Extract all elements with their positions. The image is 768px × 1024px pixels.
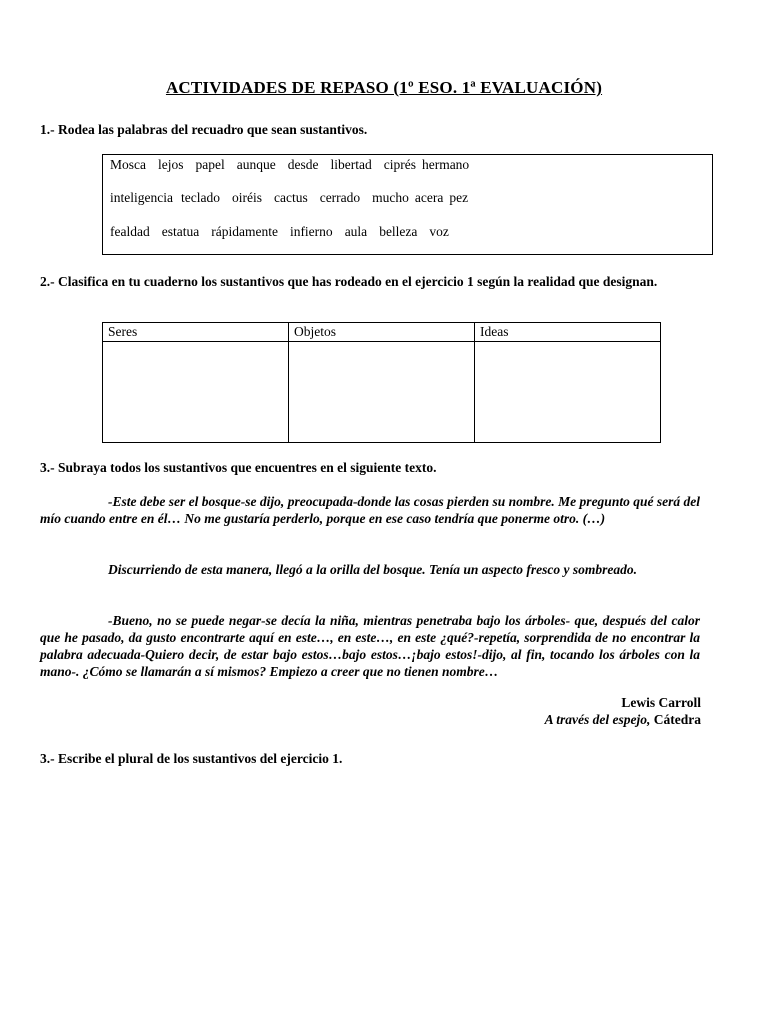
publisher: Cátedra bbox=[650, 712, 701, 727]
word: infierno bbox=[289, 224, 333, 239]
word: lejos bbox=[158, 157, 184, 172]
word: teclado bbox=[180, 190, 220, 205]
book-title: A través del espejo, bbox=[544, 712, 651, 727]
word: desde bbox=[287, 157, 319, 172]
page-title: ACTIVIDADES DE REPASO (1º ESO. 1ª EVALUACIÓN) bbox=[165, 78, 603, 97]
cell-seres bbox=[103, 342, 289, 443]
question-1: 1.- Rodea las palabras del recuadro que sean sustantivos. bbox=[40, 122, 368, 137]
column-header-seres: Seres bbox=[103, 323, 289, 342]
quote-source bbox=[545, 712, 701, 728]
column-header-ideas: Ideas bbox=[475, 323, 661, 342]
word: rápidamente bbox=[211, 224, 278, 239]
word: inteligencia bbox=[110, 190, 173, 205]
column-header-objetos: Objetos bbox=[289, 323, 475, 342]
classification-table bbox=[102, 322, 661, 443]
word: papel bbox=[195, 157, 225, 172]
text-paragraph-1: -Este debe ser el bosque-se dijo, preocupada-donde las cosas pierden su nombre. Me pregunto qué será del mío cuando entre en él… No me gustaría perderlo, porque en ese caso tendría que ponerme otro. (…) bbox=[40, 494, 700, 526]
question-3: 3.- Subraya todos los sustantivos que encuentres en el siguiente texto. bbox=[40, 460, 437, 475]
word: acera bbox=[414, 190, 444, 205]
word-row-3 bbox=[110, 224, 461, 240]
word: estatua bbox=[161, 224, 200, 239]
cell-objetos bbox=[289, 342, 475, 443]
word: oiréis bbox=[231, 190, 262, 205]
word: hermano bbox=[421, 157, 470, 172]
text-paragraph-2: Discurriendo de esta manera, llegó a la orilla del bosque. Tenía un aspecto fresco y sombreado. bbox=[108, 562, 637, 577]
word-box bbox=[102, 154, 713, 255]
word: ciprés bbox=[383, 157, 416, 172]
word: cerrado bbox=[319, 190, 361, 205]
cell-ideas bbox=[475, 342, 661, 443]
word: Mosca bbox=[110, 157, 146, 172]
text-paragraph-3: -Bueno, no se puede negar-se decía la niña, mientras penetraba bajo los árboles- que, después del calor que he pasado, da gusto encontrarte aquí en este…, en este…, en este ¿qué?-repetía, sorprendida de no encontrar la palabra adecuada-Quiero decir, de estar bajo estos…bajo estos…¡bajo estos!-dijo, al fin, tocando los árboles con la mano-. ¿Cómo se llamarán a sí mismos? Empiezo a creer que no tienen nombre… bbox=[40, 613, 700, 679]
question-2: 2.- Clasifica en tu cuaderno los sustantivos que has rodeado en el ejercicio 1 según la realidad que designan. bbox=[40, 274, 658, 289]
question-4: 3.- Escribe el plural de los sustantivos del ejercicio 1. bbox=[40, 751, 343, 766]
word-row-1 bbox=[110, 157, 481, 173]
word-row-2 bbox=[110, 190, 480, 206]
word: voz bbox=[429, 224, 449, 239]
word: aunque bbox=[236, 157, 276, 172]
word: belleza bbox=[379, 224, 418, 239]
word: mucho bbox=[372, 190, 409, 205]
word: libertad bbox=[330, 157, 372, 172]
word: aula bbox=[344, 224, 368, 239]
word: pez bbox=[449, 190, 469, 205]
word: fealdad bbox=[110, 224, 150, 239]
word: cactus bbox=[273, 190, 308, 205]
quote-author: Lewis Carroll bbox=[621, 695, 701, 710]
